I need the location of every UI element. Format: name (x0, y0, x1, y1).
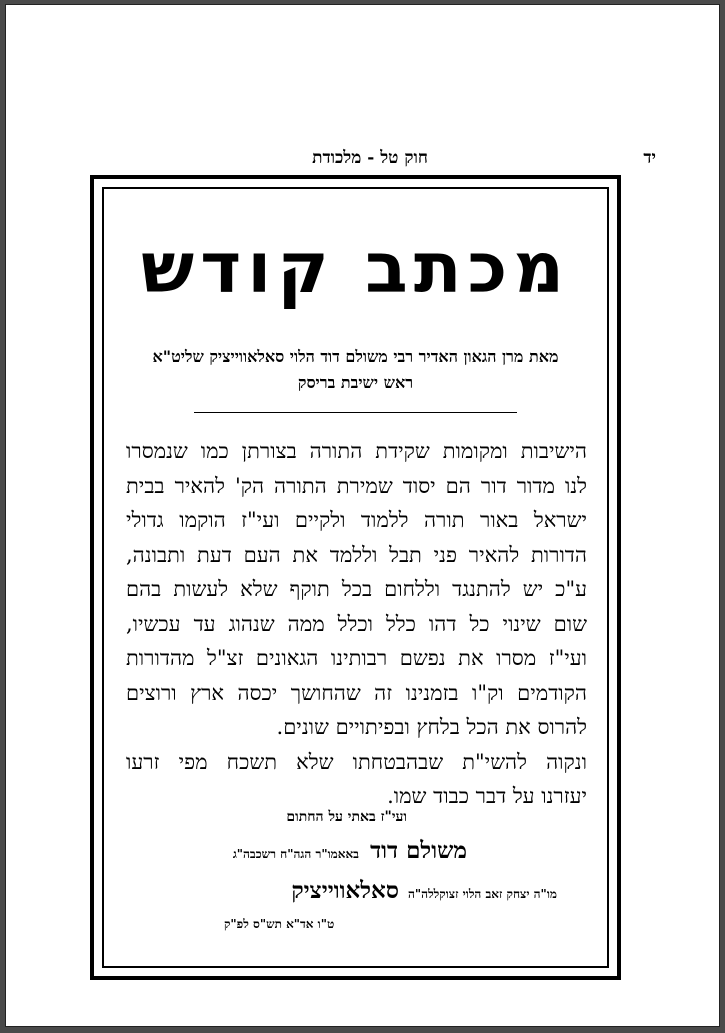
signature-line-1 (233, 837, 467, 864)
body-line: הקודמים וק"ו בזמנינו זה שהחושך יכסה ארץ ורוצים (126, 680, 587, 705)
letter-date: ט"ו אד"א תש"ס לפ"ק (224, 917, 335, 931)
author-line: מאת מרן הגאון האדיר רבי משולם דוד הלוי סאלאווייציק שליט"א (152, 347, 559, 366)
body-line: ע"כ יש להתנגד וללחום בכל תוקף שלא לעשות בהם (126, 577, 587, 601)
document-page (6, 5, 719, 1026)
body-line: הישיבות ומקומות שקידת התורה בצורתן כמו שנמסרו (126, 439, 587, 463)
body-line: ישראל באור תורה ללמוד ולקיים ועי"ז הוקמו גדולי (126, 508, 587, 532)
body-line: ונקוה להשי"ת שבהבטחתו שלא תשכח מפי זרעו (126, 749, 587, 774)
yeshiva-line: ראש ישיבת בריסק (297, 373, 414, 392)
letter-title: מכתב קודש (141, 227, 570, 309)
body-line: שום שינוי כל דהו כלל וכלל ממה שנהוג עד עכשיו, (126, 611, 587, 636)
signature-title: באאמו"ר הגה"ח רשכבה"ג (232, 847, 359, 861)
letter-body (126, 434, 587, 814)
signature-father: מו"ה יצחק זאב הלוי זצוקללה"ה (408, 887, 557, 901)
signature-surname: סאלאווייציק (291, 877, 399, 904)
body-line: לנו מדור דור הם יסוד שמירת התורה הק' להאיר בבית (126, 473, 587, 498)
body-line: יעזרנו על דבר כבוד שמו. (387, 784, 587, 808)
letter-frame (90, 175, 621, 980)
running-header (84, 148, 656, 172)
body-line: ועי"ז מסרו את נפשם רבותינו הגאונים זצ"ל מהדורות (126, 646, 587, 670)
letter-inner-frame (102, 187, 609, 968)
body-line: הדורות להאיר פני תבל וללמד את העם דעת ותבונה, (126, 542, 587, 567)
closing-line: ועי"ז באתי על החתום (286, 809, 407, 825)
body-line: להרוס את הכל בלחץ ובפיתויים שונים. (276, 715, 587, 739)
book-title: חוק טל - מלכודת (312, 148, 428, 168)
page-number: יד (643, 148, 656, 168)
divider-line (194, 412, 517, 413)
signature-line-2 (291, 877, 557, 904)
signature-name: משולם דוד (370, 837, 467, 864)
